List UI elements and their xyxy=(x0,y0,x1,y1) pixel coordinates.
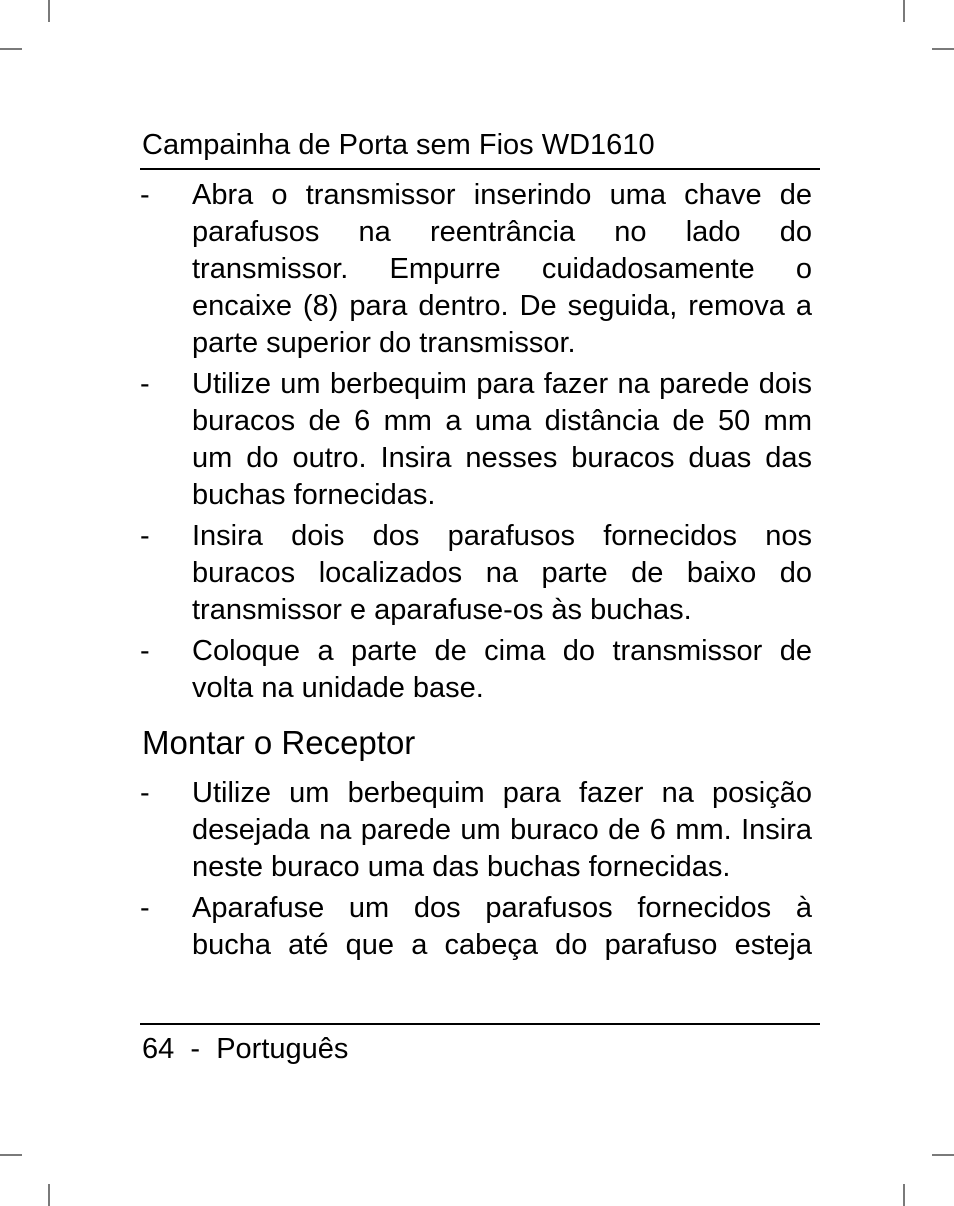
page-footer xyxy=(142,1031,348,1067)
bullet-dash: - xyxy=(140,179,150,211)
section-heading: Montar o Receptor xyxy=(142,724,416,761)
list-item xyxy=(140,633,812,707)
crop-mark-bottom-right-h xyxy=(932,1154,954,1156)
receiver-steps-list xyxy=(140,775,820,968)
manual-page xyxy=(140,0,820,1206)
page-number: 64 xyxy=(142,1033,175,1065)
bullet-dash: - xyxy=(140,892,150,924)
footer-language: Português xyxy=(216,1033,349,1065)
crop-mark-top-right xyxy=(903,0,905,22)
crop-mark-top-left xyxy=(48,0,50,22)
list-item-text: Utilize um berbequim para fazer na parede dois buracos de 6 mm a uma distância de 50 mm um do outro. Insira nesses buracos duas das buchas fornecidas. xyxy=(192,368,812,511)
crop-mark-bottom-left-h xyxy=(0,1154,22,1156)
bullet-dash: - xyxy=(140,635,150,667)
list-item xyxy=(140,366,812,514)
list-item-text: Coloque a parte de cima do transmissor de volta na unidade base. xyxy=(192,635,812,704)
crop-mark-top-right-h xyxy=(932,48,954,50)
crop-mark-top-left-h xyxy=(0,48,22,50)
list-item-text: Abra o transmissor inserindo uma chave de parafusos na reentrância no lado do transmissor. Empurre cuidadosamente o encaixe (8) para dentro. De seguida, remova a parte superior do transmissor. xyxy=(192,179,812,359)
crop-mark-bottom-right xyxy=(903,1184,905,1206)
bullet-dash: - xyxy=(140,520,150,552)
list-item xyxy=(140,177,812,362)
footer-rule xyxy=(140,1023,820,1025)
header-rule xyxy=(140,168,820,170)
list-item xyxy=(140,775,812,886)
footer-separator: - xyxy=(190,1033,201,1065)
bullet-dash: - xyxy=(140,368,150,400)
page-header-title: Campainha de Porta sem Fios WD1610 xyxy=(142,129,655,161)
bullet-dash: - xyxy=(140,777,150,809)
list-item-text: Insira dois dos parafusos fornecidos nos buracos localizados na parte de baixo do transmissor e aparafuse-os às buchas. xyxy=(192,520,812,626)
list-item xyxy=(140,890,812,964)
transmitter-steps-list xyxy=(140,177,820,711)
crop-mark-bottom-left xyxy=(48,1184,50,1206)
list-item-text: Aparafuse um dos parafusos fornecidos à bucha até que a cabeça do parafuso esteja xyxy=(192,892,812,961)
list-item xyxy=(140,518,812,629)
list-item-text: Utilize um berbequim para fazer na posição desejada na parede um buraco de 6 mm. Insira neste buraco uma das buchas fornecidas. xyxy=(192,777,812,883)
